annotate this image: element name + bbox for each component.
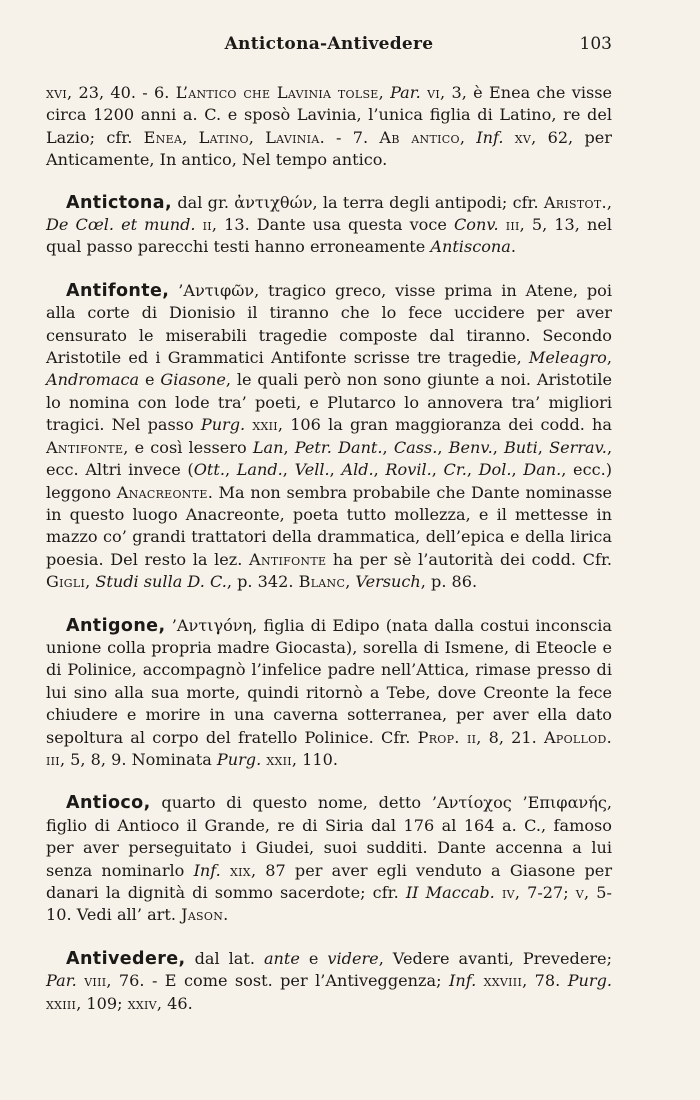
body-text xyxy=(476,971,483,990)
italic-reference: II Maccab. xyxy=(405,883,495,902)
body-text: , 78. xyxy=(522,971,568,991)
italic-reference: Vell. xyxy=(294,460,330,480)
body-text: , xyxy=(283,437,295,457)
body-text: ’Αντιφῶν, tragico greco, visse prima in Atene, poi alla corte di Dionisio il tiranno che lo fece uccidere per aver censurato le miserabili tragedie composte dal tiranno. Secondo Aristotile ed i Grammatici Antifonte scrisse tre tragedie, xyxy=(46,280,612,368)
body-text: , 8, 21. xyxy=(476,727,544,747)
headword: Antifonte, xyxy=(66,280,170,301)
body-text: , xyxy=(459,127,477,147)
italic-reference: De Cœl. et mund. xyxy=(46,215,196,235)
body-text: , 106 la gran maggioranza dei codd. ha xyxy=(277,415,612,435)
small-caps-text: Gigli xyxy=(46,572,86,592)
small-caps-text: Anacreonte xyxy=(116,482,208,502)
body-text: , xyxy=(606,348,612,368)
italic-reference: Cass. xyxy=(393,437,438,457)
italic-reference: Par. xyxy=(390,83,421,102)
small-caps-text: xxiv xyxy=(127,993,157,1013)
entry-antigone xyxy=(46,615,612,772)
small-caps-text: v xyxy=(575,883,585,902)
body-text xyxy=(503,128,514,147)
italic-reference: Ald. xyxy=(341,460,374,480)
italic-reference: Giasone xyxy=(160,370,226,390)
italic-reference: Cr. xyxy=(443,460,467,480)
body-text: , 46. xyxy=(156,993,193,1013)
small-caps-text: iii xyxy=(505,215,520,235)
italic-reference: Petr. Dant. xyxy=(294,437,383,457)
body-text: , 5, 8, 9. Nominata xyxy=(59,749,217,769)
body-text: , xyxy=(511,460,524,480)
body-text: e xyxy=(299,948,328,968)
small-caps-text: iv xyxy=(501,883,515,902)
page-number: 103 xyxy=(579,34,612,54)
body-text: , xyxy=(282,460,295,480)
headword: Antigone, xyxy=(66,615,166,636)
headword: Antioco, xyxy=(66,793,151,814)
italic-reference: Purg. xyxy=(567,971,612,991)
small-caps-text: L’antico che Lavinia tolse xyxy=(175,83,379,102)
small-caps-text: ii xyxy=(202,215,212,235)
small-caps-text: ii xyxy=(466,727,477,747)
body-text: , p. 86. xyxy=(420,572,478,592)
entry-antictona xyxy=(46,192,612,259)
small-caps-text: Ab antico xyxy=(379,127,460,147)
headword: Antictona, xyxy=(66,192,173,213)
small-caps-text: Lavinia xyxy=(265,127,320,147)
body-text xyxy=(495,883,502,902)
italic-reference: Lan xyxy=(252,437,284,457)
small-caps-text: Antifonte xyxy=(46,437,124,457)
headword: Antivedere, xyxy=(66,948,186,969)
body-text xyxy=(221,861,230,880)
body-text: . xyxy=(510,237,516,257)
italic-reference: Meleagro xyxy=(528,348,607,368)
body-text: ’Αντιγόνη, figlia di Edipo (nata dalla costui inconscia unione colla propria madre Giocasta), sorella di Ismene, di Eteocle e di Polinice, accompagnò l’infelice padre nell’Attica, rimase presso di lui sino alla sua morte, quindi ritornò a Tebe, dove Creonte la fece chiudere e morire in una caverna sotterranea, per aver ella dato sepoltura al corpo del fratello Polinice. Cfr. xyxy=(46,615,612,747)
body-text: , 87 per aver egli venduto a Giasone per danari la dignità di sommo sacerdote; cfr. xyxy=(46,860,613,902)
body-text: , 5, 13, nel qual passo parecchi testi hanno erroneamente xyxy=(46,215,612,257)
small-caps-text: iii xyxy=(46,749,60,769)
body-text: , ecc. Altri invece ( xyxy=(46,437,613,480)
body-text: , xyxy=(248,127,266,147)
body-text: , ecc.) leggono xyxy=(46,460,613,502)
small-caps-text: xxii xyxy=(266,749,292,769)
italic-reference: Inf. xyxy=(476,127,504,147)
small-caps-text: xxiii xyxy=(46,993,77,1013)
small-caps-text: Antifonte xyxy=(249,549,327,569)
body-text: e xyxy=(139,370,161,390)
italic-reference: Dan. xyxy=(523,460,562,480)
body-text: , xyxy=(378,83,391,102)
italic-reference: ante xyxy=(263,948,300,968)
page-header xyxy=(46,34,612,60)
entry-antivedere xyxy=(46,948,612,1015)
italic-reference: Versuch xyxy=(355,572,421,592)
body-text: , xyxy=(431,460,444,480)
italic-reference: Studi sulla D. C. xyxy=(95,572,227,592)
body-text: , 23, 40. - 6. xyxy=(67,83,176,102)
body-text: dal lat. xyxy=(185,948,264,968)
body-text: , xyxy=(373,460,386,480)
body-text: , xyxy=(437,437,449,457)
body-text: , 13. Dante usa questa voce xyxy=(211,215,454,235)
body-text: dal gr. ἀντιχθών, la terra degli antipodi; cfr. xyxy=(172,192,544,212)
small-caps-text: Apollod. xyxy=(543,727,612,747)
small-caps-text: vi xyxy=(427,83,441,102)
body-text: , 7-27; xyxy=(514,883,576,902)
body-text: , xyxy=(537,437,550,457)
body-text: , 3, è Enea che visse circa 1200 anni a. C. e sposò Lavinia, l’unica figlia di Latino, re del Lazio; cfr. xyxy=(46,83,613,147)
italic-reference: Ott. xyxy=(193,460,225,480)
italic-reference: Antiscona xyxy=(430,237,511,257)
body-text xyxy=(460,728,467,747)
body-text: . Ma non sembra probabile che Dante nominasse in questo luogo Anacreonte, poeta tutto mollezza, e il mettesse in mazzo co’ grandi trattatori della drammatica, dell’epica e della lirica poesia. Del resto la lez. xyxy=(46,482,613,569)
body-text: , Vedere avanti, Prevedere; xyxy=(378,948,613,968)
body-text: . - 7. xyxy=(319,127,380,147)
body-text: , xyxy=(492,437,504,457)
body-text: , 109; xyxy=(76,993,128,1013)
entry-antifonte xyxy=(46,280,612,594)
small-caps-text: Aristot. xyxy=(543,192,607,212)
italic-reference: Dol. xyxy=(478,460,512,480)
body-text: , xyxy=(329,460,342,480)
body-text: , 76. - E come sost. per l’Antiveggenza; xyxy=(106,971,449,991)
body-text: , xyxy=(224,460,237,480)
body-text: , xyxy=(182,127,199,147)
italic-reference: videre xyxy=(327,948,379,968)
body-text: , 5-10. Vedi all’ art. xyxy=(46,883,612,925)
italic-reference: Andromaca xyxy=(46,370,140,390)
small-caps-text: viii xyxy=(84,971,107,991)
body-text: , xyxy=(382,437,394,457)
small-caps-text: Blanc xyxy=(298,572,346,592)
body-text: , xyxy=(345,572,356,592)
small-caps-text: Latino xyxy=(198,127,249,147)
italic-reference: Benv. xyxy=(448,437,493,457)
italic-reference: Purg. xyxy=(216,749,262,769)
small-caps-text: xv xyxy=(514,127,532,147)
running-head: Antictona-Antivedere xyxy=(224,34,434,54)
body-text: , p. 342. xyxy=(226,572,299,592)
italic-reference: Par. xyxy=(46,971,77,991)
body-text: . xyxy=(223,905,229,925)
body-text: , xyxy=(85,572,96,592)
small-caps-text: xix xyxy=(230,860,251,880)
italic-reference: Purg. xyxy=(200,415,246,435)
italic-reference: Inf. xyxy=(448,971,477,991)
body-text: , 110. xyxy=(291,749,338,769)
body-text: quarto di questo nome, detto ’Αντίοχος ’Επιφανής, figlio di Antioco il Grande, re di Siria dal 176 al 164 a. C., famoso per aver perseguitato i Giudei, suoi sudditi. Dante accenna a lui senza nominarlo xyxy=(46,793,612,880)
entries-column xyxy=(46,82,612,1036)
small-caps-text: Jason xyxy=(181,905,224,925)
entry-continuation xyxy=(46,82,612,172)
italic-reference: Buti xyxy=(503,437,538,457)
small-caps-text: xvi xyxy=(46,83,68,102)
italic-reference: Conv. xyxy=(453,215,499,235)
small-caps-text: Enea xyxy=(143,127,183,147)
body-text xyxy=(499,215,506,234)
small-caps-text: xxii xyxy=(252,415,278,435)
italic-reference: Land. xyxy=(236,460,283,480)
body-text: , e così lessero xyxy=(123,437,253,457)
body-text xyxy=(196,215,203,234)
italic-reference: Rovil. xyxy=(385,460,432,480)
small-caps-text: xxviii xyxy=(483,971,523,991)
body-text: , 62, per Anticamente, In antico, Nel tempo antico. xyxy=(46,127,612,170)
body-text: , xyxy=(466,460,479,480)
entry-antioco xyxy=(46,792,612,926)
small-caps-text: Prop. xyxy=(417,727,460,747)
body-text: ha per sè l’autorità dei codd. Cfr. xyxy=(326,549,612,569)
body-text: , le quali però non sono giunte a noi. Aristotile lo nomina con lode tra’ poeti, e Plutarco lo annovera tra’ migliori tragici. Nel passo xyxy=(46,370,612,435)
italic-reference: Serrav. xyxy=(549,437,607,457)
italic-reference: Inf. xyxy=(193,860,221,880)
body-text: , xyxy=(606,192,612,212)
